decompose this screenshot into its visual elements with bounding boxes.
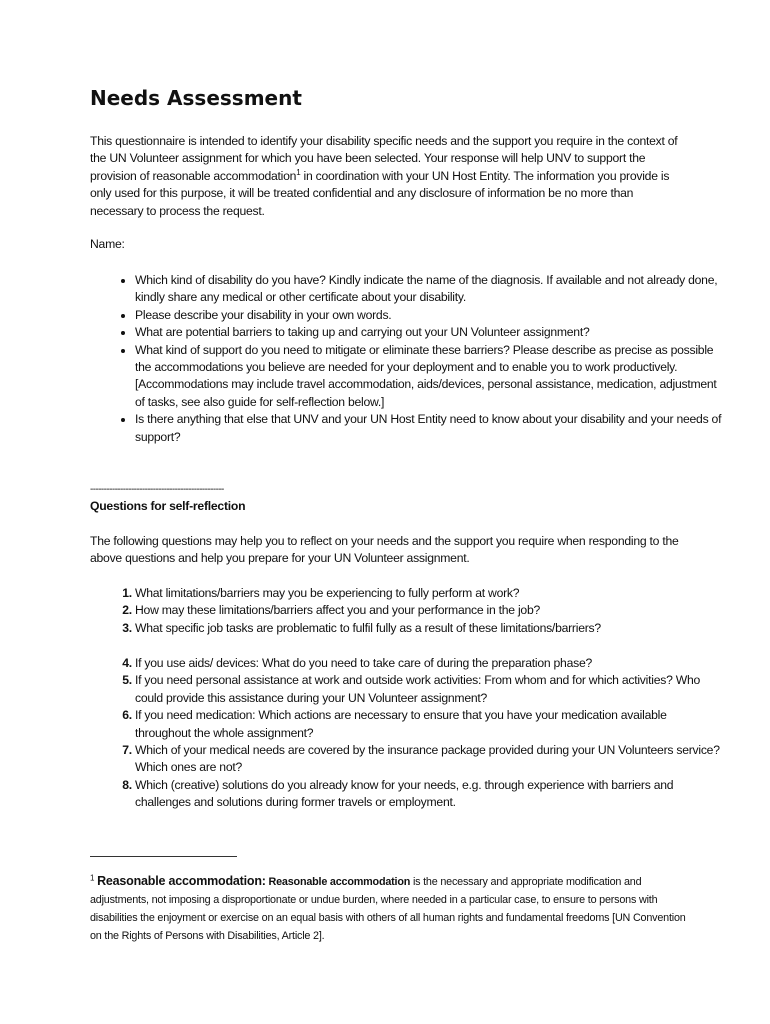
list-item: 3. What specific job tasks are problematic to fulfil fully as a result of these limitations/barriers? xyxy=(135,620,725,637)
list-item: 5. If you need personal assistance at work and outside work activities: From whom and for which activities? Who could provide this assistance during your UN Volunteer assignment? xyxy=(135,672,725,707)
footnote xyxy=(90,872,690,945)
list-item: 7. Which of your medical needs are covered by the insurance package provided during your UN Volunteers service? Which ones are not? xyxy=(135,742,725,777)
footnote-number: 1 xyxy=(90,873,95,883)
list-item: • Is there anything that else that UNV and your UN Host Entity need to know about your disability and your needs of support? xyxy=(135,411,725,446)
list-item: • Please describe your disability in your own words. xyxy=(135,307,725,324)
footnote-rule xyxy=(90,856,237,857)
footnote-text: is the necessary and appropriate modification and adjustments, not imposing a disproportionate or undue burden, where needed in a particular case, to ensure to persons with disabilities the enjoyment or exercise on an equal basis with others of all human rights and fundamental freedoms [UN Convention on the Rights of Persons with Disabilities, Article 2]. xyxy=(90,875,686,942)
list-item: 1. What limitations/barriers may you be experiencing to fully perform at work? xyxy=(135,585,725,602)
page-title: Needs Assessment xyxy=(90,86,302,110)
list-item: 8. Which (creative) solutions do you already know for your needs, e.g. through experience with barriers and challenges and solutions during former travels or employment. xyxy=(135,777,725,812)
name-label: Name: xyxy=(90,237,125,251)
question-list xyxy=(90,272,725,446)
separator: ------------------------------------------------- xyxy=(90,484,224,495)
list-item: 4. If you use aids/ devices: What do you need to take care of during the preparation phase? xyxy=(135,655,725,672)
footnote-term: Reasonable accommodation: xyxy=(97,873,266,888)
footnote-ref[interactable]: 1 xyxy=(296,167,301,177)
reflection-list-2 xyxy=(90,655,725,812)
list-item: 6. If you need medication: Which actions are necessary to ensure that you have your medication available throughout the whole assignment? xyxy=(135,707,725,742)
section-intro: The following questions may help you to reflect on your needs and the support you require when responding to the above questions and help you prepare for your UN Volunteer assignment. xyxy=(90,534,679,566)
list-item: • Which kind of disability do you have? Kindly indicate the name of the diagnosis. If available and not already done, kindly share any medical or other certificate about your disability. xyxy=(135,272,725,307)
footnote-term-inline: Reasonable accommodation xyxy=(268,875,411,888)
section-heading: Questions for self-reflection xyxy=(90,499,246,513)
list-item: • What are potential barriers to taking up and carrying out your UN Volunteer assignment? xyxy=(135,324,725,341)
intro-text-cont: in coordination with your UN Host Entity. The information you provide is only used for this purpose, it will be treated confidential and any disclosure of information be no more than necessary to process the request. xyxy=(90,168,670,218)
intro-paragraph xyxy=(90,133,685,220)
intro-text: This questionnaire is intended to identify your disability specific needs and the support you require in the context of the UN Volunteer assignment for which you have been selected. Your response will help UNV to support the provision of reasonable accommodation xyxy=(90,134,678,183)
reflection-list-1 xyxy=(90,585,725,637)
list-item: 2. How may these limitations/barriers affect you and your performance in the job? xyxy=(135,602,725,619)
list-item: • What kind of support do you need to mitigate or eliminate these barriers? Please describe as precise as possible the accommodations you believe are needed for your deployment and to enable you to work productively. [Accommodations may include travel accommodation, aids/devices, personal assistance, medication, adjustment of tasks, see also guide for self-reflection below.] xyxy=(135,342,725,412)
